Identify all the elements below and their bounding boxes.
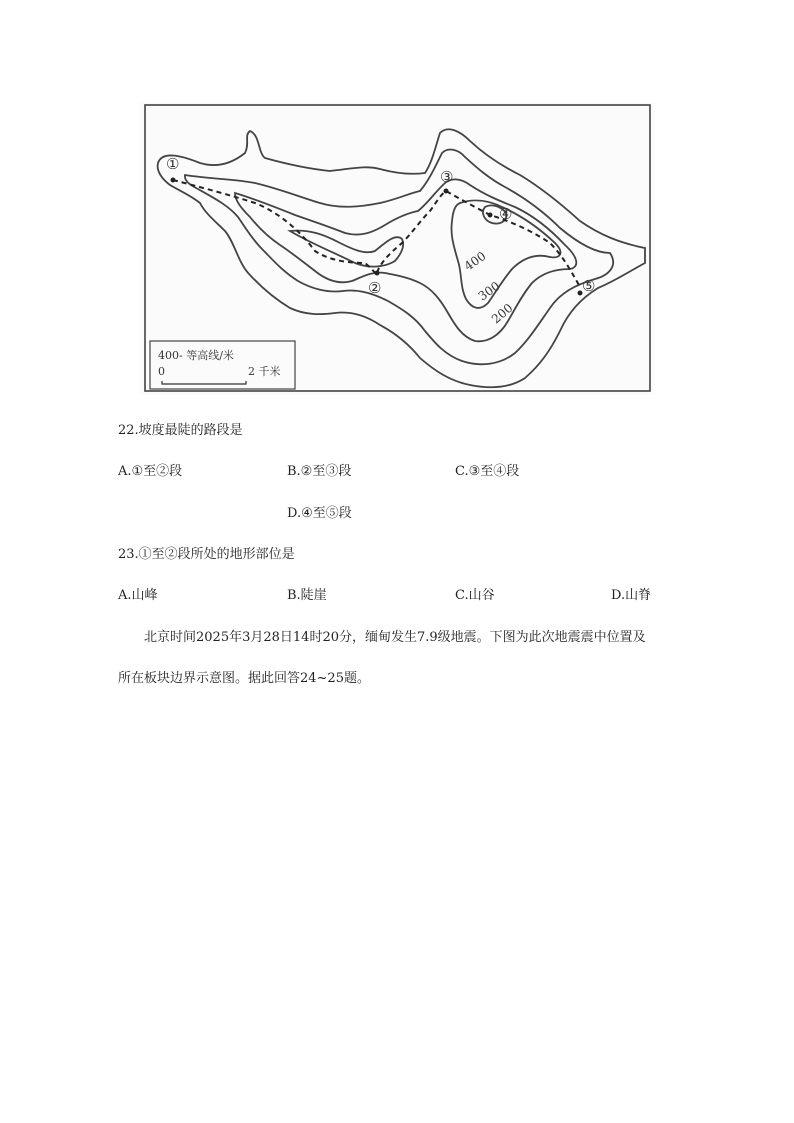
legend-scale-end: 2 千米 xyxy=(248,365,281,378)
question-23-option-b: B.陡崖 xyxy=(287,588,327,603)
point-5-label: ⑤ xyxy=(582,277,596,295)
point-2-label: ② xyxy=(368,279,382,297)
passage-line-2: 所在板块边界示意图。据此回答24~25题。 xyxy=(118,671,370,686)
point-4-dot xyxy=(488,213,493,218)
contour-valley-inner xyxy=(290,231,403,267)
contour-label-400: 400 xyxy=(461,248,489,274)
point-1-dot xyxy=(171,178,176,183)
question-22-option-b: B.②至③段 xyxy=(287,464,352,479)
point-1-label: ① xyxy=(166,155,180,173)
question-22-option-d: D.④至⑤段 xyxy=(287,506,352,521)
question-22-stem: 22.坡度最陡的路段是 xyxy=(118,423,243,438)
contour-map-figure xyxy=(140,103,655,395)
question-23-stem: 23.①至②段所处的地形部位是 xyxy=(118,547,295,562)
question-22-option-c: C.③至④段 xyxy=(455,464,520,479)
question-23-option-d: D.山脊 xyxy=(611,588,652,603)
point-3-label: ③ xyxy=(440,168,454,186)
point-4-label: ④ xyxy=(499,205,513,223)
contour-label-200: 200 xyxy=(488,300,516,327)
contour-label-300: 300 xyxy=(475,278,503,304)
question-22-option-a: A.①至②段 xyxy=(118,464,183,479)
question-23-option-c: C.山谷 xyxy=(455,588,495,603)
legend-scale-start: 0 xyxy=(158,365,165,378)
point-3-dot xyxy=(444,189,449,194)
legend-contour-text: 400- 等高线/米 xyxy=(158,349,234,362)
contour-400 xyxy=(235,179,576,341)
passage-line-1: 北京时间2025年3月28日14时20分，缅甸发生7.9级地震。下图为此次地震震中位置及 xyxy=(144,630,646,645)
contour-map-svg xyxy=(140,103,655,395)
point-2-dot xyxy=(375,271,380,276)
question-23-option-a: A.山峰 xyxy=(118,588,158,603)
